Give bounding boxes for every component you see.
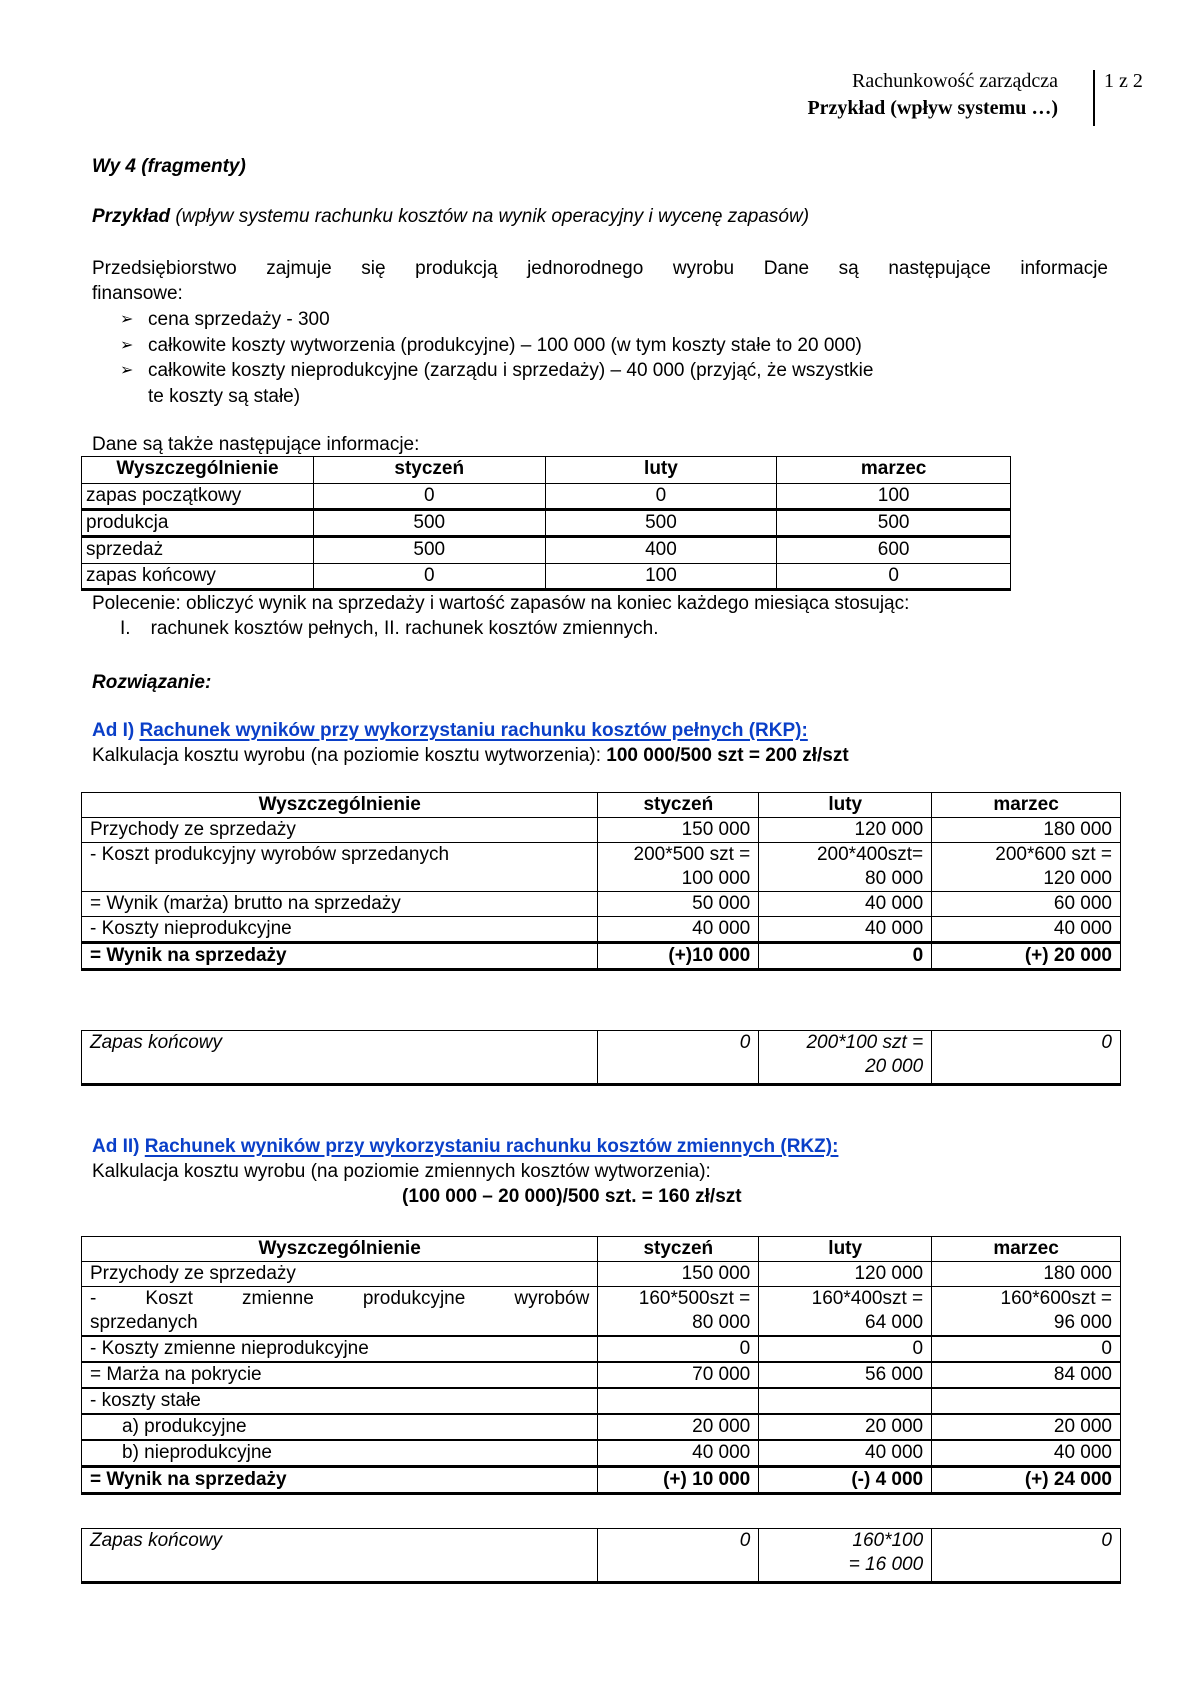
cell: 0 — [777, 563, 1011, 590]
task-roman-numeral: I. — [120, 618, 131, 639]
task-line-2: I. rachunek kosztów pełnych, II. rachunek kosztów zmiennych. — [120, 618, 659, 639]
cell: 0 — [598, 1529, 759, 1583]
solution-label: Rozwiązanie: — [92, 672, 212, 693]
list-item: ➢ całkowite koszty wytworzenia (produkcyjne) – 100 000 (w tym koszty stałe to 20 000) — [120, 333, 873, 359]
example-heading — [92, 206, 809, 228]
column-header: styczeń — [313, 457, 545, 484]
info-table — [81, 456, 1011, 591]
list-item: ➢ cena sprzedaży - 300 — [120, 307, 873, 333]
cell: 180 000 — [932, 818, 1121, 843]
rkz-unit-cost: (100 000 – 20 000)/500 szt. = 160 zł/szt — [402, 1186, 742, 1207]
rkp-prefix: Ad I) — [92, 720, 140, 741]
cell: 160*400szt = 64 000 — [759, 1287, 932, 1337]
cell: (+)10 000 — [598, 943, 759, 970]
table-row — [82, 1262, 1121, 1287]
cell: 100 — [545, 563, 777, 590]
cell: (+) 20 000 — [932, 943, 1121, 970]
row-label: Zapas końcowy — [82, 1529, 598, 1583]
table-row — [82, 510, 1011, 537]
cell — [932, 1388, 1121, 1414]
table-row — [82, 483, 1011, 510]
list-item: ➢ całkowite koszty nieprodukcyjne (zarządu i sprzedaży) – 40 000 (przyjąć, że wszystkie — [120, 358, 873, 384]
rkp-results-table — [81, 792, 1121, 971]
row-label: zapas końcowy — [82, 563, 314, 590]
table-header-row — [82, 457, 1011, 484]
table-row — [82, 1362, 1121, 1388]
cell: 0 — [313, 483, 545, 510]
row-label: - Koszt produkcyjny wyrobów sprzedanych — [82, 843, 598, 892]
header-titles — [807, 68, 1058, 122]
table-row — [82, 1388, 1121, 1414]
example-subtitle: (wpływ systemu rachunku kosztów na wynik operacyjny i wycenę zapasów) — [170, 206, 810, 227]
column-header: marzec — [932, 793, 1121, 818]
cell: 160*600szt = 96 000 — [932, 1287, 1121, 1337]
column-header: marzec — [777, 457, 1011, 484]
rkp-calculation: Kalkulacja kosztu wyrobu (na poziomie kosztu wytworzenia): 100 000/500 szt = 200 zł/szt — [92, 745, 849, 766]
example-label: Przykład — [92, 206, 171, 227]
cell: 40 000 — [759, 892, 932, 917]
cell: 40 000 — [932, 917, 1121, 943]
cell: 200*100 szt = 20 000 — [759, 1031, 932, 1085]
cell: 50 000 — [598, 892, 759, 917]
row-label: - Koszt zmienne produkcyjne wyrobów sprzedanych — [82, 1287, 598, 1337]
rkz-ending-stock-table — [81, 1528, 1121, 1584]
financial-info-list — [120, 307, 873, 409]
cell: 600 — [777, 537, 1011, 564]
cell: 100 — [777, 483, 1011, 510]
cell: 500 — [313, 510, 545, 537]
arrow-bullet-icon: ➢ — [120, 362, 134, 379]
row-label: - Koszty zmienne nieprodukcyjne — [82, 1336, 598, 1362]
row-label: Przychody ze sprzedaży — [82, 1262, 598, 1287]
header-doc-title: Przykład (wpływ systemu …) — [807, 97, 1058, 119]
rkz-calculation-text: Kalkulacja kosztu wyrobu (na poziomie zmiennych kosztów wytworzenia): — [92, 1161, 711, 1182]
cell: 40 000 — [932, 1440, 1121, 1467]
cell: 200*400szt= 80 000 — [759, 843, 932, 892]
cell: 500 — [777, 510, 1011, 537]
cell: 0 — [932, 1031, 1121, 1085]
info-table-caption: Dane są także następujące informacje: — [92, 434, 420, 455]
page-indicator: 1 z 2 — [1104, 70, 1143, 92]
cell: 120 000 — [759, 1262, 932, 1287]
page-header — [700, 68, 1160, 128]
column-header: Wyszczególnienie — [82, 1237, 598, 1262]
row-label: - koszty stałe — [82, 1388, 598, 1414]
row-label: zapas początkowy — [82, 483, 314, 510]
cell: 40 000 — [598, 1440, 759, 1467]
table-header-row — [82, 1237, 1121, 1262]
row-label: = Wynik (marża) brutto na sprzedaży — [82, 892, 598, 917]
cell: (+) 24 000 — [932, 1467, 1121, 1494]
table-row — [82, 1336, 1121, 1362]
column-header: luty — [759, 793, 932, 818]
row-label: Przychody ze sprzedaży — [82, 818, 598, 843]
table-row — [82, 1031, 1121, 1085]
rkz-results-table — [81, 1236, 1121, 1495]
table-header-row — [82, 793, 1121, 818]
row-label: = Marża na pokrycie — [82, 1362, 598, 1388]
cell: 160*500szt = 80 000 — [598, 1287, 759, 1337]
row-label: a) produkcyjne — [82, 1414, 598, 1440]
row-label: sprzedaż — [82, 537, 314, 564]
lecture-title: Wy 4 (fragmenty) — [92, 156, 246, 177]
rkz-title: Rachunek wyników przy wykorzystaniu rachunku kosztów zmiennych (RKZ): — [144, 1136, 839, 1157]
column-header: Wyszczególnienie — [82, 457, 314, 484]
table-row — [82, 843, 1121, 892]
column-header: styczeń — [598, 793, 759, 818]
row-label: = Wynik na sprzedaży — [82, 1467, 598, 1494]
column-header: luty — [759, 1237, 932, 1262]
cell: 0 — [313, 563, 545, 590]
table-row — [82, 1287, 1121, 1337]
cell: 500 — [545, 510, 777, 537]
intro-line-1: Przedsiębiorstwo zajmuje się produkcją jednorodnego wyrobu Dane są następujące informacje — [92, 258, 1108, 279]
cell: 84 000 — [932, 1362, 1121, 1388]
intro-line-2: finansowe: — [92, 283, 183, 304]
row-label: produkcja — [82, 510, 314, 537]
cell: 120 000 — [759, 818, 932, 843]
cell: 400 — [545, 537, 777, 564]
table-row — [82, 917, 1121, 943]
rkp-title: Rachunek wyników przy wykorzystaniu rachunku kosztów pełnych (RKP): — [139, 720, 808, 741]
cell: 0 — [545, 483, 777, 510]
cell: 56 000 — [759, 1362, 932, 1388]
header-course-title: Rachunkowość zarządcza — [852, 70, 1058, 92]
table-row — [82, 1529, 1121, 1583]
cell: 180 000 — [932, 1262, 1121, 1287]
table-total-row — [82, 1467, 1121, 1494]
table-total-row — [82, 943, 1121, 970]
arrow-bullet-icon: ➢ — [120, 336, 134, 354]
table-row — [82, 1440, 1121, 1467]
rkz-heading — [92, 1136, 838, 1158]
table-row — [82, 892, 1121, 917]
cell: 200*500 szt = 100 000 — [598, 843, 759, 892]
cell: 20 000 — [932, 1414, 1121, 1440]
row-label: b) nieprodukcyjne — [82, 1440, 598, 1467]
column-header: styczeń — [598, 1237, 759, 1262]
column-header: Wyszczególnienie — [82, 793, 598, 818]
row-label: Zapas końcowy — [82, 1031, 598, 1085]
cell: (+) 10 000 — [598, 1467, 759, 1494]
table-row — [82, 818, 1121, 843]
cell: 20 000 — [759, 1414, 932, 1440]
row-label: = Wynik na sprzedaży — [82, 943, 598, 970]
row-label: - Koszty nieprodukcyjne — [82, 917, 598, 943]
list-item-continuation: te koszty są stałe) — [148, 385, 301, 407]
cell — [759, 1388, 932, 1414]
cell: 40 000 — [759, 917, 932, 943]
cell: 500 — [313, 537, 545, 564]
cell: 70 000 — [598, 1362, 759, 1388]
header-divider — [1093, 70, 1095, 126]
table-row — [82, 537, 1011, 564]
cell: 0 — [932, 1529, 1121, 1583]
rkp-unit-cost: 100 000/500 szt = 200 zł/szt — [606, 745, 849, 766]
cell: (-) 4 000 — [759, 1467, 932, 1494]
cell: 60 000 — [932, 892, 1121, 917]
rkp-ending-stock-table — [81, 1030, 1121, 1086]
column-header: luty — [545, 457, 777, 484]
cell: 150 000 — [598, 1262, 759, 1287]
cell: 0 — [759, 1336, 932, 1362]
cell: 0 — [598, 1031, 759, 1085]
cell: 160*100 = 16 000 — [759, 1529, 932, 1583]
table-row — [82, 563, 1011, 590]
cell: 20 000 — [598, 1414, 759, 1440]
cell: 40 000 — [598, 917, 759, 943]
arrow-bullet-icon: ➢ — [120, 311, 134, 328]
cell: 0 — [598, 1336, 759, 1362]
table-row — [82, 1414, 1121, 1440]
rkz-prefix: Ad II) — [92, 1136, 145, 1157]
rkp-heading — [92, 720, 808, 742]
cell: 0 — [932, 1336, 1121, 1362]
cell: 200*600 szt = 120 000 — [932, 843, 1121, 892]
column-header: marzec — [932, 1237, 1121, 1262]
cell — [598, 1388, 759, 1414]
cell: 150 000 — [598, 818, 759, 843]
cell: 40 000 — [759, 1440, 932, 1467]
task-line-1: Polecenie: obliczyć wynik na sprzedaży i wartość zapasów na koniec każdego miesiąca stosując: — [92, 593, 910, 614]
cell: 0 — [759, 943, 932, 970]
